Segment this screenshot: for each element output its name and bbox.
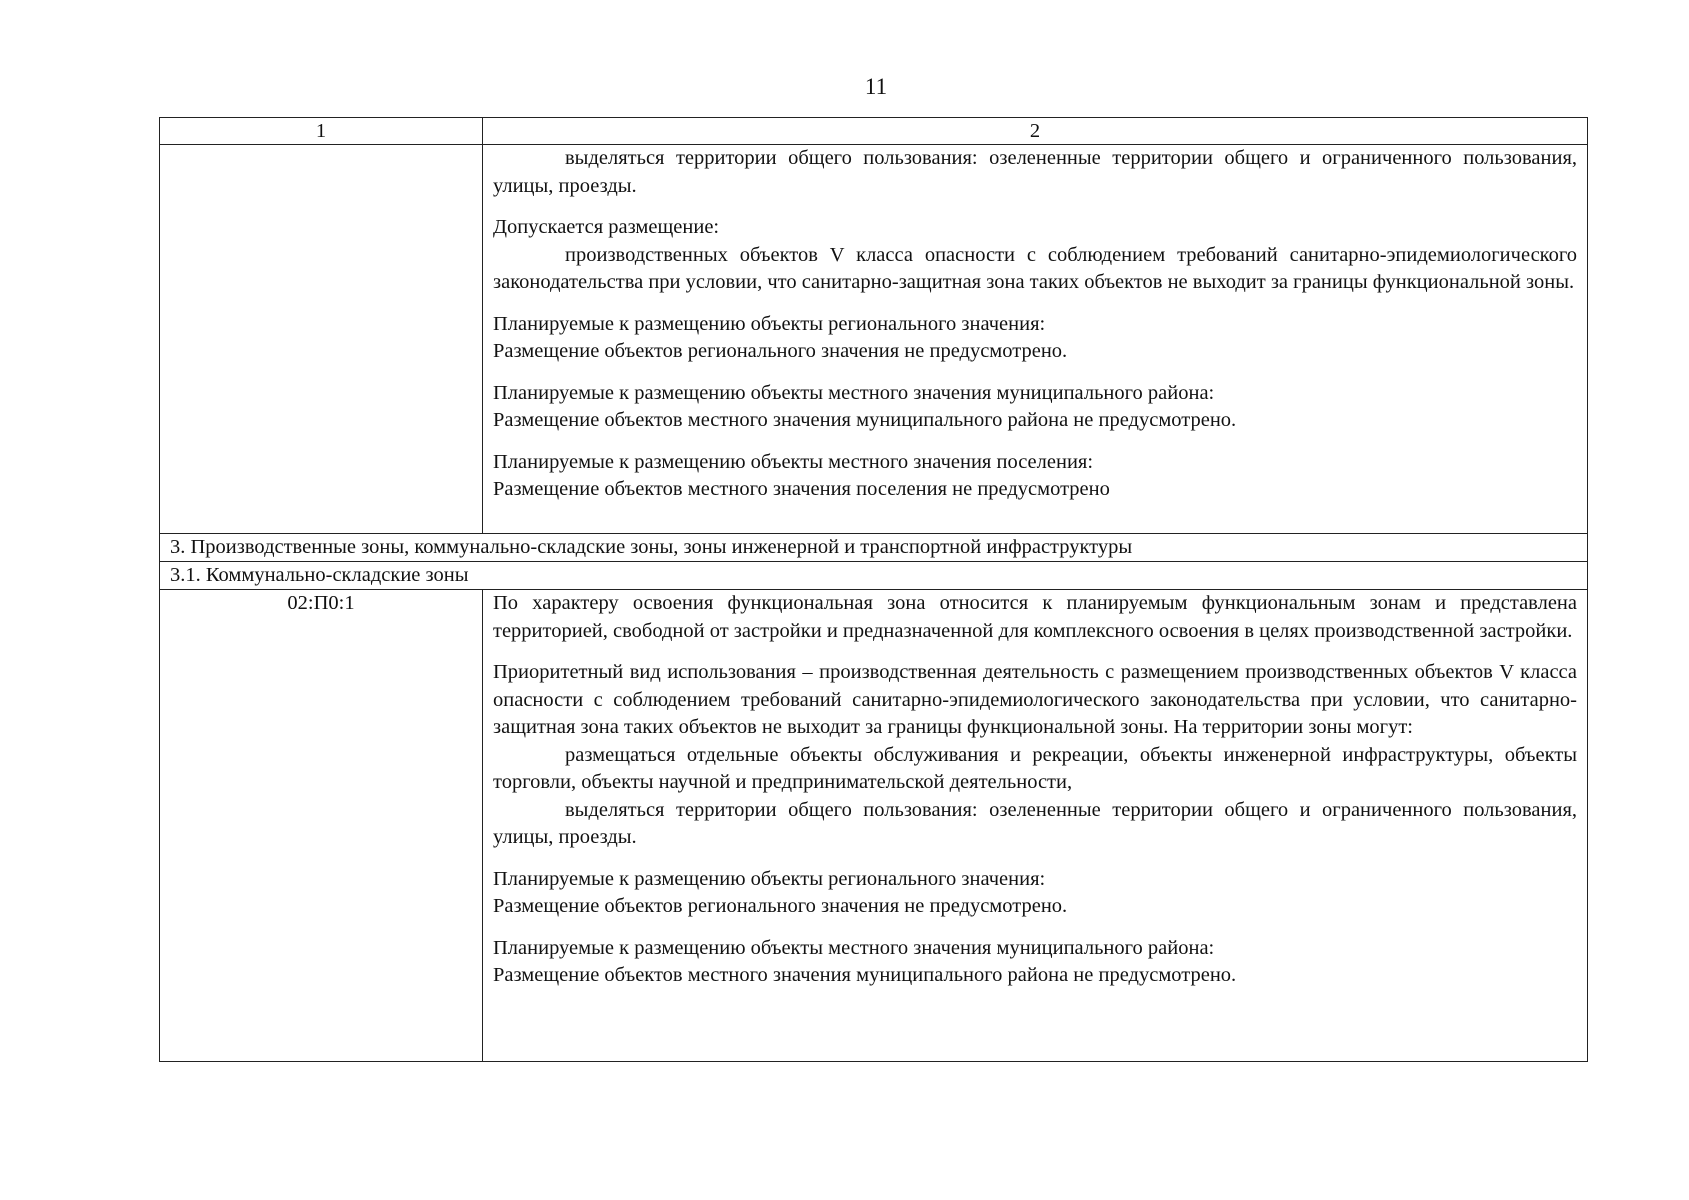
indented-text: выделяться территории общего пользования: озелененные территории общего и ограниченного пользования, улицы, проезды. xyxy=(493,798,1577,848)
paragraph xyxy=(493,380,1577,435)
subsection-heading-row xyxy=(160,562,1588,590)
paragraph xyxy=(493,449,1577,504)
paragraph-text: Размещение объектов регионального значения не предусмотрено. xyxy=(493,895,1068,917)
section-heading-3: 3. Производственные зоны, коммунально-складские зоны, зоны инженерной и транспортной инфраструктуры xyxy=(160,534,1588,562)
table-row xyxy=(160,590,1588,1062)
paragraph-title: Планируемые к размещению объекты регионального значения: xyxy=(493,867,1046,890)
paragraph xyxy=(493,311,1577,366)
zone-description-cell xyxy=(483,590,1588,1062)
table-row xyxy=(160,145,1588,534)
paragraph-text: Размещение объектов местного значения муниципального района не предусмотрено. xyxy=(493,964,1237,986)
paragraph xyxy=(493,145,1577,200)
paragraph xyxy=(493,866,1577,921)
zone-code-cell xyxy=(160,145,483,534)
section-heading-3-1: 3.1. Коммунально-складские зоны xyxy=(160,562,1588,590)
paragraph-text: Размещение объектов местного значения муниципального района не предусмотрено. xyxy=(493,409,1237,431)
paragraph xyxy=(493,659,1577,852)
indented-text: производственных объектов V класса опасности с соблюдением требований санитарно-эпидемиологического законодательства при условии, что санитарно-защитная зона таких объектов не выходит за границы функциональной зоны. xyxy=(493,243,1577,293)
indented-text: размещаться отдельные объекты обслуживания и рекреации, объекты инженерной инфраструктуры, объекты торговли, объекты научной и предпринимательской деятельности, xyxy=(493,743,1577,793)
paragraph-title: Планируемые к размещению объекты местного значения поселения: xyxy=(493,450,1094,473)
paragraph-text: Размещение объектов регионального значения не предусмотрено. xyxy=(493,340,1068,362)
column-header-1: 1 xyxy=(160,118,483,145)
zone-description-cell xyxy=(483,145,1588,534)
paragraph-text: Размещение объектов местного значения поселения не предусмотрено xyxy=(493,478,1110,500)
section-heading-row xyxy=(160,534,1588,562)
paragraph: По характеру освоения функциональная зона относится к планируемым функциональным зонам и представлена территорией, свободной от застройки и предназначенной для комплексного освоения в целях производственной застройки. xyxy=(493,592,1577,642)
paragraph-title: Планируемые к размещению объекты местного значения муниципального района: xyxy=(493,936,1215,959)
paragraph-text: Приоритетный вид использования – производственная деятельность с размещением производственных объектов V класса опасности с соблюдением требований санитарно-эпидемиологического законодательства при условии, что санитарно-защитная зона таких объектов не выходит за границы функциональной зоны. На территории зоны могут: xyxy=(493,661,1577,738)
table-header-row xyxy=(160,118,1588,145)
paragraph-title: Планируемые к размещению объекты регионального значения: xyxy=(493,312,1046,335)
paragraph-title: Планируемые к размещению объекты местного значения муниципального района: xyxy=(493,381,1215,404)
paragraph xyxy=(493,214,1577,297)
indented-text: выделяться территории общего пользования: озелененные территории общего и ограниченного пользования, улицы, проезды. xyxy=(493,147,1577,197)
page-number: 11 xyxy=(864,74,888,99)
paragraph-title: Допускается размещение: xyxy=(493,216,720,238)
zones-table xyxy=(159,117,1588,1062)
paragraph xyxy=(493,935,1577,990)
zone-code-cell: 02:П0:1 xyxy=(160,590,483,1062)
column-header-2: 2 xyxy=(483,118,1588,145)
